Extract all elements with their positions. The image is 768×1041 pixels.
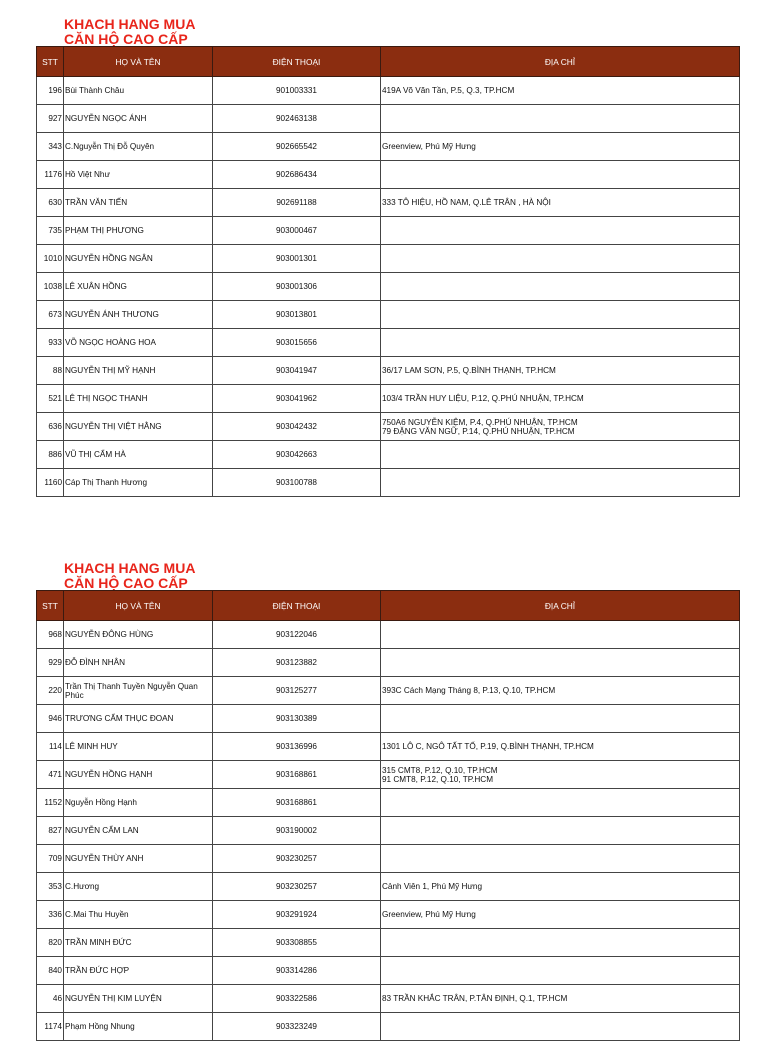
cell-address — [381, 301, 740, 329]
cell-address — [381, 329, 740, 357]
cell-name: TRƯƠNG CẨM THỤC ĐOAN — [64, 705, 213, 733]
table-header-row — [37, 47, 740, 77]
table-row — [37, 245, 740, 273]
cell-stt: 709 — [37, 845, 64, 873]
cell-address — [381, 957, 740, 985]
cell-phone: 903168861 — [213, 789, 381, 817]
cell-stt: 521 — [37, 385, 64, 413]
cell-phone: 903323249 — [213, 1013, 381, 1041]
cell-address: 750A6 NGUYỄN KIỆM, P.4, Q.PHÚ NHUẬN, TP.HCM 79 ĐẶNG VĂN NGỮ, P.14, Q.PHÚ NHUẬN, TP.HCM — [381, 413, 740, 441]
header-address: ĐỊA CHỈ — [381, 591, 740, 621]
cell-name: LÊ THỊ NGỌC THANH — [64, 385, 213, 413]
header-stt: STT — [37, 47, 64, 77]
cell-name: NGUYỄN THỊ KIM LUYỆN — [64, 985, 213, 1013]
table-row — [37, 649, 740, 677]
cell-address: 393C Cách Mạng Tháng 8, P.13, Q.10, TP.HCM — [381, 677, 740, 705]
table-row — [37, 217, 740, 245]
table-row — [37, 873, 740, 901]
cell-address — [381, 217, 740, 245]
cell-address — [381, 1013, 740, 1041]
cell-name: VÕ NGỌC HOÀNG HOA — [64, 329, 213, 357]
cell-stt: 886 — [37, 441, 64, 469]
section-title-line-2: CĂN HỘ CAO CẤP — [64, 31, 188, 47]
cell-address — [381, 649, 740, 677]
cell-phone: 903000467 — [213, 217, 381, 245]
cell-name: NGUYỄN THỊ MỸ HẠNH — [64, 357, 213, 385]
cell-phone: 901003331 — [213, 77, 381, 105]
cell-stt: 343 — [37, 133, 64, 161]
section-title-line-1: KHACH HANG MUA — [64, 560, 196, 576]
table-row — [37, 385, 740, 413]
customer-table — [36, 590, 740, 1041]
table-row — [37, 761, 740, 789]
cell-phone: 903041962 — [213, 385, 381, 413]
cell-phone: 903291924 — [213, 901, 381, 929]
table-row — [37, 677, 740, 705]
cell-name: NGUYỄN ÁNH THƯƠNG — [64, 301, 213, 329]
cell-name: NGUYỄN HỒNG NGÂN — [64, 245, 213, 273]
header-stt: STT — [37, 591, 64, 621]
cell-address — [381, 469, 740, 497]
cell-address: 315 CMT8, P.12, Q.10, TP.HCM 91 CMT8, P.12, Q.10, TP.HCM — [381, 761, 740, 789]
table-row — [37, 705, 740, 733]
table-row — [37, 301, 740, 329]
cell-name: Phạm Hồng Nhung — [64, 1013, 213, 1041]
cell-stt: 220 — [37, 677, 64, 705]
cell-stt: 1010 — [37, 245, 64, 273]
cell-phone: 903230257 — [213, 873, 381, 901]
section-title-line-2: CĂN HỘ CAO CẤP — [64, 575, 188, 591]
table-row — [37, 957, 740, 985]
header-phone: ĐIỆN THOẠI — [213, 47, 381, 77]
header-address: ĐỊA CHỈ — [381, 47, 740, 77]
cell-phone: 902463138 — [213, 105, 381, 133]
table-row — [37, 77, 740, 105]
table-row — [37, 329, 740, 357]
cell-phone: 903130389 — [213, 705, 381, 733]
table-row — [37, 189, 740, 217]
cell-stt: 46 — [37, 985, 64, 1013]
cell-address — [381, 245, 740, 273]
cell-stt: 820 — [37, 929, 64, 957]
section-title-line-1: KHACH HANG MUA — [64, 16, 196, 32]
cell-phone: 903136996 — [213, 733, 381, 761]
cell-phone: 903125277 — [213, 677, 381, 705]
table-row — [37, 161, 740, 189]
table-row — [37, 1013, 740, 1041]
cell-phone: 903168861 — [213, 761, 381, 789]
cell-address: 1301 LÔ C, NGÔ TẤT TỐ, P.19, Q.BÌNH THẠNH, TP.HCM — [381, 733, 740, 761]
table-row — [37, 133, 740, 161]
cell-stt: 968 — [37, 621, 64, 649]
cell-phone: 903001306 — [213, 273, 381, 301]
cell-phone: 902665542 — [213, 133, 381, 161]
cell-stt: 946 — [37, 705, 64, 733]
cell-stt: 840 — [37, 957, 64, 985]
cell-phone: 903042663 — [213, 441, 381, 469]
cell-stt: 1038 — [37, 273, 64, 301]
cell-address — [381, 845, 740, 873]
cell-name: Nguyễn Hồng Hạnh — [64, 789, 213, 817]
table-row — [37, 985, 740, 1013]
cell-address — [381, 789, 740, 817]
cell-stt: 336 — [37, 901, 64, 929]
cell-name: LÊ MINH HUY — [64, 733, 213, 761]
header-name: HỌ VÀ TÊN — [64, 591, 213, 621]
cell-name: TRẦN MINH ĐỨC — [64, 929, 213, 957]
cell-stt: 196 — [37, 77, 64, 105]
customer-table — [36, 46, 740, 497]
cell-name: NGUYỄN CẨM LAN — [64, 817, 213, 845]
cell-phone: 903190002 — [213, 817, 381, 845]
cell-stt: 630 — [37, 189, 64, 217]
cell-stt: 353 — [37, 873, 64, 901]
cell-stt: 88 — [37, 357, 64, 385]
cell-stt: 927 — [37, 105, 64, 133]
cell-phone: 903314286 — [213, 957, 381, 985]
cell-name: NGUYỄN HỒNG HẠNH — [64, 761, 213, 789]
cell-phone: 903042432 — [213, 413, 381, 441]
cell-address: 103/4 TRẦN HUY LIỆU, P.12, Q.PHÚ NHUẬN, TP.HCM — [381, 385, 740, 413]
cell-name: VŨ THỊ CẨM HÀ — [64, 441, 213, 469]
cell-stt: 1174 — [37, 1013, 64, 1041]
cell-name: NGUYỄN THÙY ANH — [64, 845, 213, 873]
table-row — [37, 273, 740, 301]
cell-name: TRẦN ĐỨC HỢP — [64, 957, 213, 985]
cell-stt: 114 — [37, 733, 64, 761]
cell-stt: 471 — [37, 761, 64, 789]
cell-address: 36/17 LAM SƠN, P.5, Q.BÌNH THẠNH, TP.HCM — [381, 357, 740, 385]
cell-stt: 933 — [37, 329, 64, 357]
cell-phone: 902686434 — [213, 161, 381, 189]
table-row — [37, 105, 740, 133]
table-row — [37, 929, 740, 957]
table-header-row — [37, 591, 740, 621]
table-row — [37, 901, 740, 929]
cell-stt: 735 — [37, 217, 64, 245]
cell-phone: 903013801 — [213, 301, 381, 329]
cell-name: C.Nguyễn Thị Đỗ Quyên — [64, 133, 213, 161]
cell-name: NGUYỄN NGỌC ÁNH — [64, 105, 213, 133]
cell-name: TRẦN VĂN TIẾN — [64, 189, 213, 217]
cell-address: Greenview, Phú Mỹ Hưng — [381, 901, 740, 929]
cell-stt: 1176 — [37, 161, 64, 189]
cell-stt: 1160 — [37, 469, 64, 497]
table-row — [37, 357, 740, 385]
table-row — [37, 441, 740, 469]
cell-phone: 903100788 — [213, 469, 381, 497]
cell-name: Bùi Thành Châu — [64, 77, 213, 105]
cell-address — [381, 817, 740, 845]
cell-address — [381, 441, 740, 469]
table-row — [37, 621, 740, 649]
header-phone: ĐIỆN THOẠI — [213, 591, 381, 621]
cell-name: PHẠM THỊ PHƯƠNG — [64, 217, 213, 245]
cell-address: 83 TRẦN KHẮC TRÂN, P.TÂN ĐỊNH, Q.1, TP.HCM — [381, 985, 740, 1013]
cell-address — [381, 105, 740, 133]
cell-name: Cáp Thị Thanh Hương — [64, 469, 213, 497]
table-row — [37, 817, 740, 845]
customer-table-section-2 — [36, 544, 739, 1031]
cell-phone: 903015656 — [213, 329, 381, 357]
cell-phone: 903041947 — [213, 357, 381, 385]
cell-address — [381, 621, 740, 649]
cell-name: LÊ XUÂN HỒNG — [64, 273, 213, 301]
cell-phone: 903122046 — [213, 621, 381, 649]
table-row — [37, 413, 740, 441]
table-row — [37, 733, 740, 761]
cell-name: NGUYỄN THỊ VIỆT HẰNG — [64, 413, 213, 441]
cell-phone: 903308855 — [213, 929, 381, 957]
cell-name: NGUYỄN ĐÔNG HÙNG — [64, 621, 213, 649]
cell-name: C.Mai Thu Huyền — [64, 901, 213, 929]
cell-address: Greenview, Phú Mỹ Hưng — [381, 133, 740, 161]
cell-name: Hồ Việt Như — [64, 161, 213, 189]
cell-stt: 673 — [37, 301, 64, 329]
cell-address — [381, 161, 740, 189]
cell-stt: 1152 — [37, 789, 64, 817]
table-body — [37, 77, 740, 497]
cell-address — [381, 705, 740, 733]
table-row — [37, 845, 740, 873]
cell-address — [381, 273, 740, 301]
cell-stt: 636 — [37, 413, 64, 441]
cell-phone: 903230257 — [213, 845, 381, 873]
cell-phone: 903123882 — [213, 649, 381, 677]
cell-stt: 827 — [37, 817, 64, 845]
cell-phone: 903322586 — [213, 985, 381, 1013]
cell-phone: 903001301 — [213, 245, 381, 273]
table-body — [37, 621, 740, 1041]
cell-name: ĐỖ ĐÌNH NHÂN — [64, 649, 213, 677]
header-name: HỌ VÀ TÊN — [64, 47, 213, 77]
table-row — [37, 469, 740, 497]
cell-address: 333 TÔ HIỆU, HỒ NAM, Q.LÊ TRÂN , HÀ NỘI — [381, 189, 740, 217]
cell-name: C.Hương — [64, 873, 213, 901]
cell-address — [381, 929, 740, 957]
cell-phone: 902691188 — [213, 189, 381, 217]
customer-table-section-1 — [36, 0, 739, 500]
cell-name: Trần Thị Thanh Tuyền Nguyễn Quan Phúc — [64, 677, 213, 705]
cell-address: 419A Võ Văn Tần, P.5, Q.3, TP.HCM — [381, 77, 740, 105]
cell-stt: 929 — [37, 649, 64, 677]
cell-address: Cảnh Viên 1, Phú Mỹ Hưng — [381, 873, 740, 901]
table-row — [37, 789, 740, 817]
